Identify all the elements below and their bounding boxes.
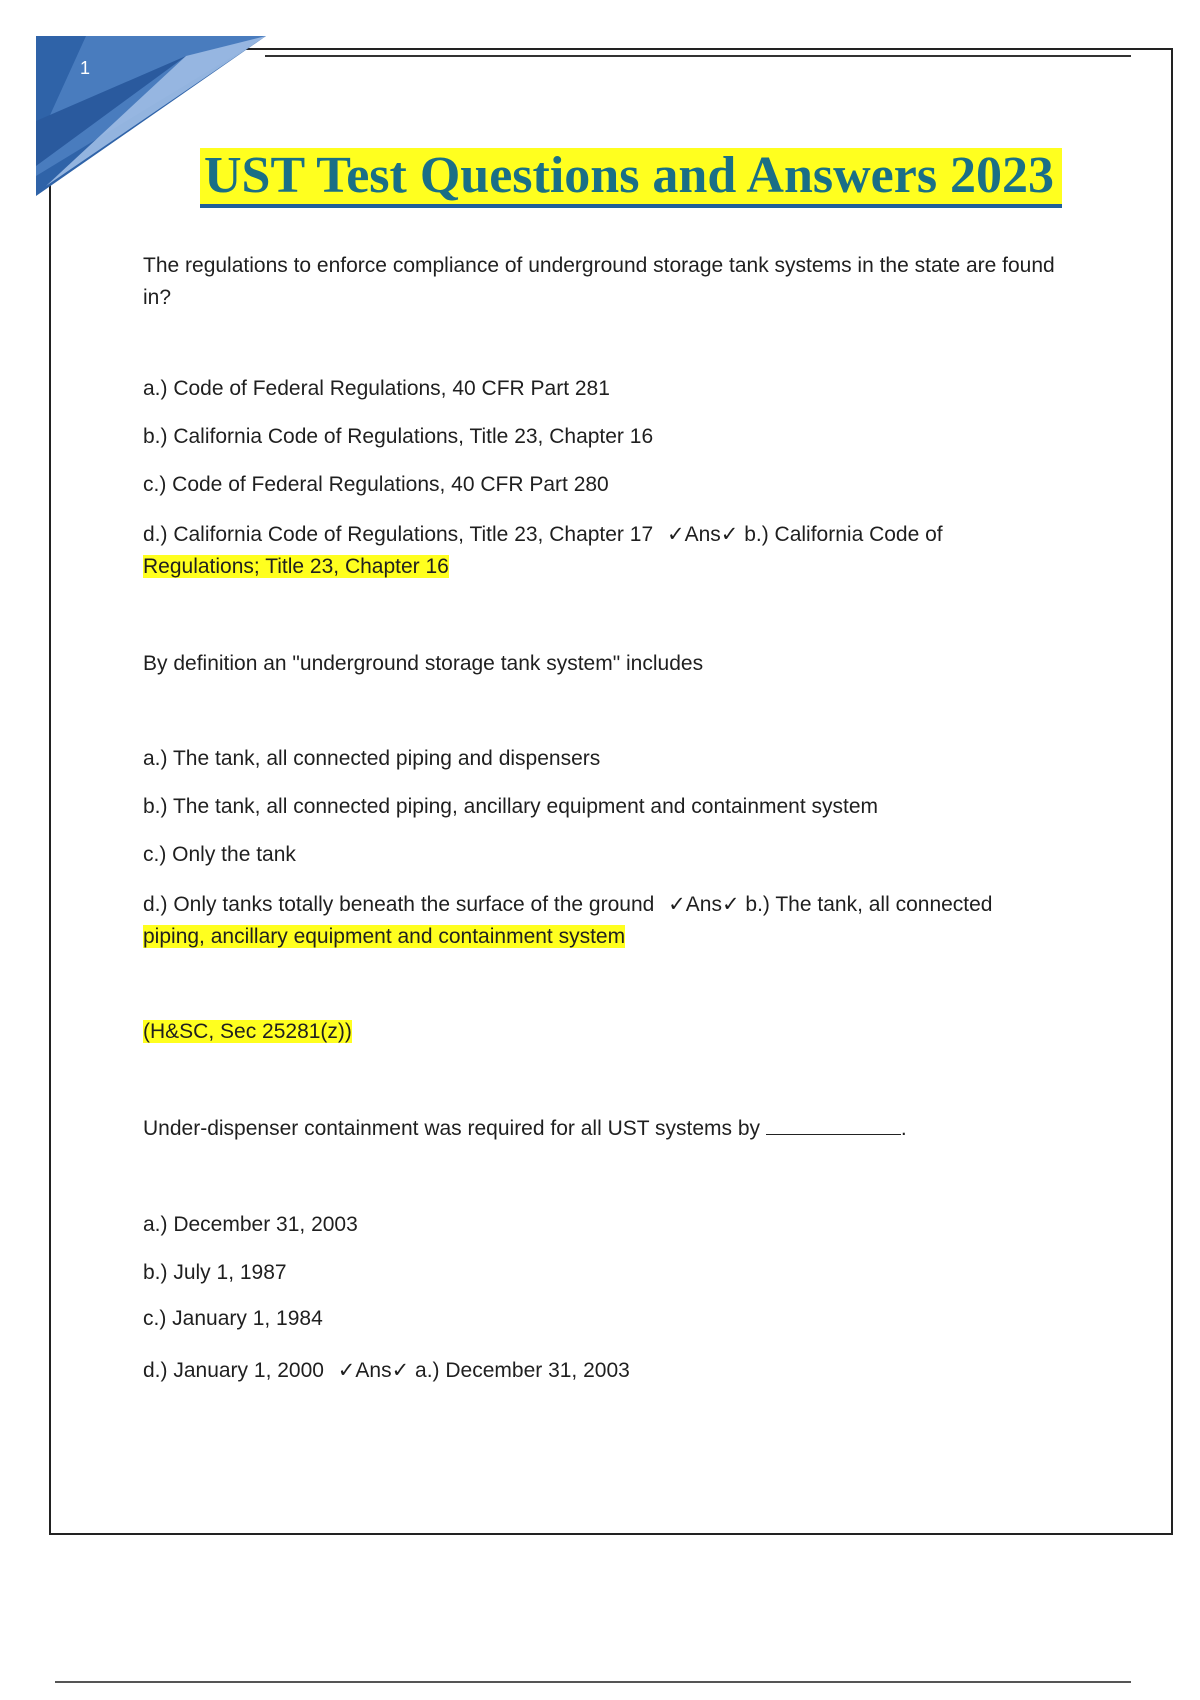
answer-text-highlight: piping, ancillary equipment and containment system	[143, 925, 626, 948]
question-end: .	[900, 1117, 907, 1140]
answer-text-highlight: Regulations; Title 23, Chapter 16	[143, 555, 449, 578]
reference-citation: (H&SC, Sec 25281(z))	[143, 1020, 352, 1043]
option: d.) January 1, 2000	[143, 1359, 324, 1382]
page-number: 1	[80, 58, 91, 78]
option: a.) Code of Federal Regulations, 40 CFR Part 281	[143, 377, 610, 400]
option: d.) Only tanks totally beneath the surface of the ground	[143, 893, 655, 916]
answer-marker: ✓Ans✓	[337, 1359, 410, 1382]
option: d.) California Code of Regulations, Title 23, Chapter 17	[143, 523, 654, 546]
answer-text: b.) The tank, all connected	[745, 893, 993, 916]
answer-marker: ✓Ans✓	[668, 893, 740, 916]
footer-rule	[55, 1681, 1131, 1683]
question-text: The regulations to enforce compliance of underground storage tank systems in the state are found in?	[143, 254, 1055, 309]
option: a.) December 31, 2003	[143, 1213, 358, 1236]
option: c.) Only the tank	[143, 843, 296, 866]
question-text-with-blank	[143, 1112, 1063, 1145]
option: b.) July 1, 1987	[143, 1261, 287, 1284]
document-body	[143, 250, 1063, 1387]
option-with-answer	[143, 1355, 1063, 1387]
fill-in-blank	[766, 1112, 901, 1135]
option: b.) The tank, all connected piping, ancillary equipment and containment system	[143, 795, 879, 818]
document-title: UST Test Questions and Answers 2023	[200, 148, 1062, 208]
option: c.) Code of Federal Regulations, 40 CFR Part 280	[143, 473, 609, 496]
option: a.) The tank, all connected piping and dispensers	[143, 747, 601, 770]
answer-text: a.) December 31, 2003	[415, 1359, 630, 1382]
header-rule	[265, 55, 1131, 57]
option: b.) California Code of Regulations, Title 23, Chapter 16	[143, 425, 654, 448]
option: c.) January 1, 1984	[143, 1307, 323, 1330]
option-with-answer	[143, 889, 1063, 953]
option-with-answer	[143, 519, 1063, 583]
answer-marker: ✓Ans✓	[666, 523, 739, 546]
answer-text: b.) California Code of	[744, 523, 943, 546]
question-text: Under-dispenser containment was required for all UST systems by	[143, 1117, 761, 1140]
question-text: By definition an "underground storage tank system" includes	[143, 652, 704, 675]
